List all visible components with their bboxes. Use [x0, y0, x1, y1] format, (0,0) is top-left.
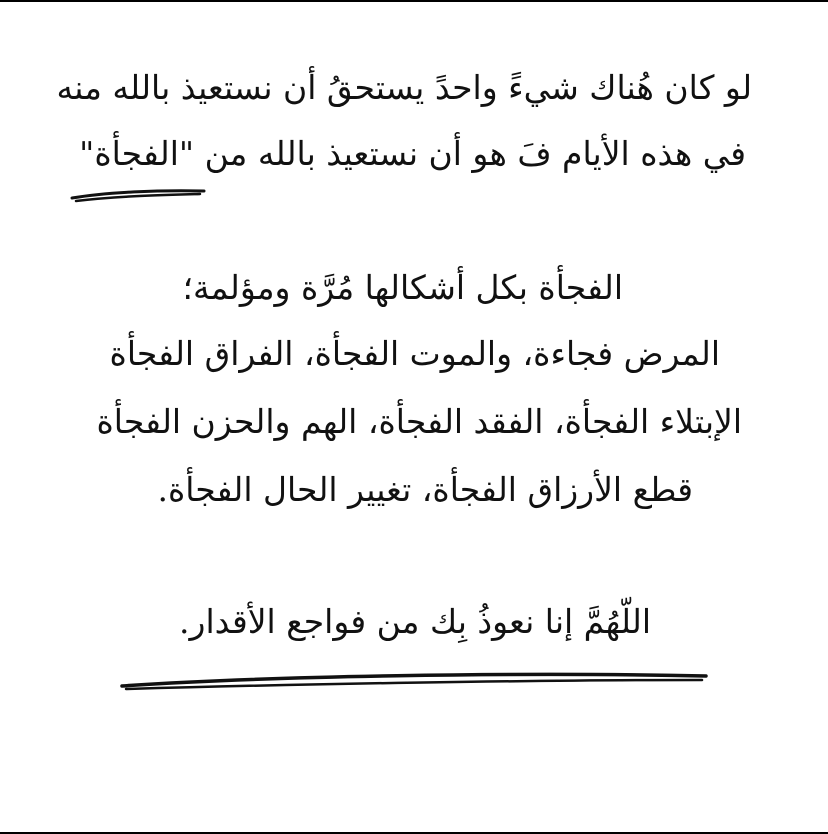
short-hand-drawn-underline [68, 182, 208, 206]
long-hand-drawn-underline [116, 666, 712, 696]
intro-line-1: لو كان هُناك شيءً واحدً يستحقُ أن نستعيذ بالله منه [56, 68, 752, 107]
body-line-3: الإبتلاء الفجأة، الفقد الفجأة، الهم والحزن الفجأة [96, 402, 742, 441]
body-line-1: الفجأة بكل أشكالها مُرَّة ومؤلمة؛ [182, 268, 623, 307]
dua-line: اللّهُمَّ إنا نعوذُ بِك من فواجع الأقدار. [179, 602, 651, 641]
body-line-4: قطع الأرزاق الفجأة، تغيير الحال الفجأة. [157, 470, 693, 509]
body-line-2: المرض فجاءة، والموت الفجأة، الفراق الفجأة [109, 334, 720, 373]
intro-line-2: في هذه الأيام فَ هو أن نستعيذ بالله من "الفجأة" [79, 134, 746, 173]
